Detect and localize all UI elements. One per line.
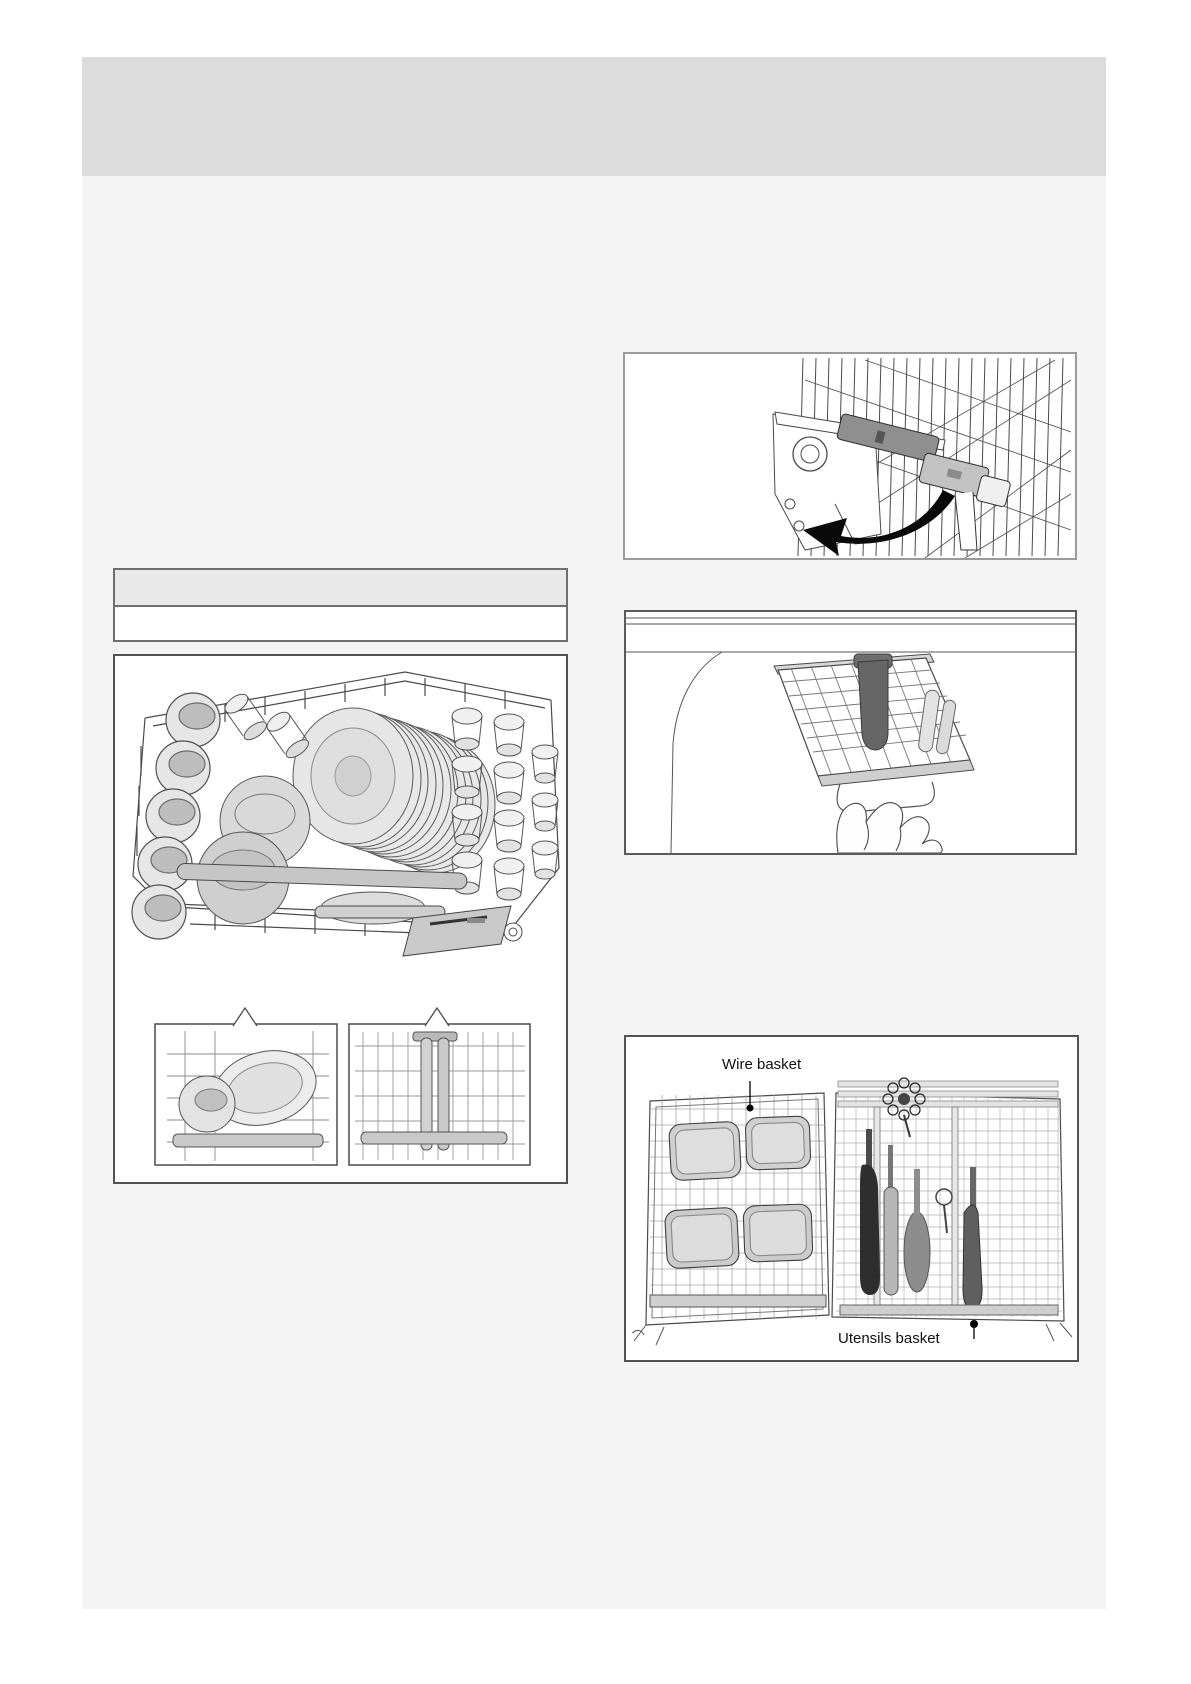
hand: [837, 803, 942, 853]
tilted-glasses: [222, 691, 312, 762]
tub-rim-lines: [626, 618, 1075, 652]
glass-rows: [452, 708, 558, 900]
basket-front-rail: [840, 1305, 1058, 1315]
knife-tray-illustration: [626, 612, 1075, 853]
rack-wheel: [504, 923, 522, 941]
figure-knife-tray: [624, 610, 1077, 855]
baskets-illustration: [626, 1037, 1077, 1360]
wire-basket: [646, 1093, 829, 1325]
tub-corner-line: [671, 652, 722, 853]
figure-lower-basket: [624, 1035, 1079, 1362]
upper-rack-illustration: [115, 656, 566, 1182]
basket-front-rail: [650, 1295, 826, 1307]
figure-rack-height-adjust: [623, 352, 1077, 560]
figure-upper-rack-loading: [113, 654, 568, 1184]
utensils-basket: [832, 1078, 1064, 1321]
section-title-header-row: [115, 570, 566, 607]
latch-support: [955, 492, 977, 550]
bowls: [197, 776, 310, 924]
rack-adjust-illustration: [625, 354, 1075, 558]
wire-basket-label: Wire basket: [722, 1056, 802, 1073]
utensils-basket-leader: [970, 1320, 978, 1339]
section-title-box: [113, 568, 568, 642]
chapter-header-band: [82, 57, 1106, 176]
utensils-basket-label: Utensils basket: [838, 1330, 940, 1347]
